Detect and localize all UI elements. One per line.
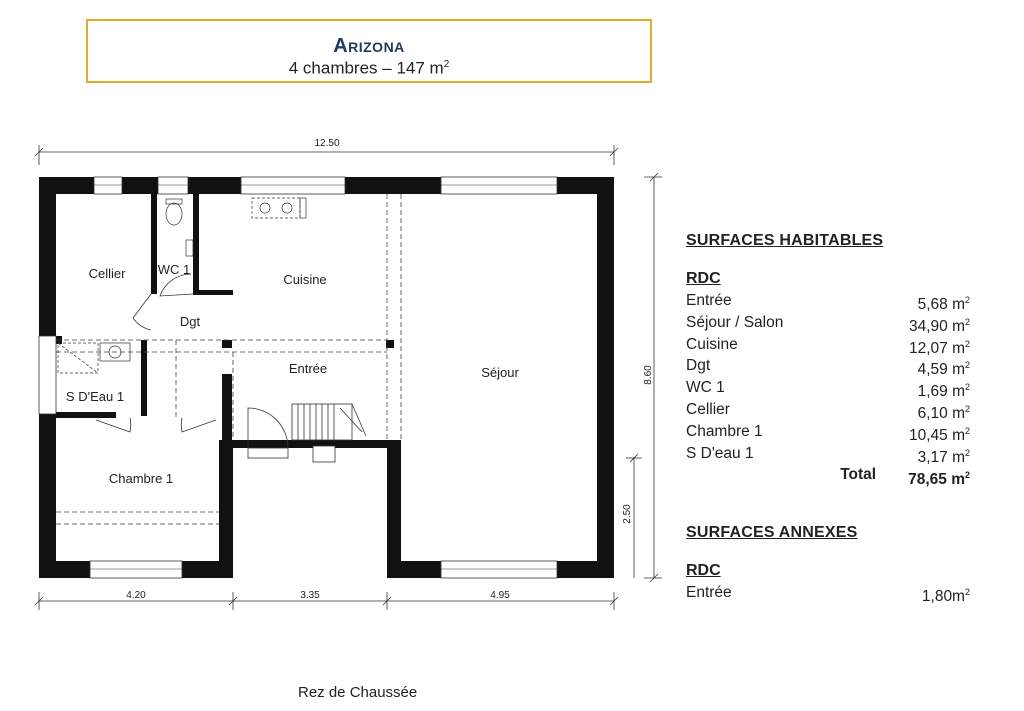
unit-superscript: 2 bbox=[964, 338, 970, 349]
surface-row bbox=[686, 312, 970, 334]
surface-row-label: S D'eau 1 bbox=[686, 444, 754, 462]
room-entree: Entrée bbox=[288, 361, 328, 376]
dim-top-total: 12.50 bbox=[314, 138, 340, 149]
surface-row bbox=[686, 290, 970, 312]
surface-row-value bbox=[918, 377, 970, 399]
annexes-level: RDC bbox=[686, 562, 721, 580]
annex-row-value-text: 1,80m bbox=[921, 588, 965, 606]
surface-row-value bbox=[918, 399, 970, 421]
annex-row bbox=[686, 582, 970, 604]
surface-row bbox=[686, 443, 970, 465]
total-unit-sup: 2 bbox=[964, 470, 970, 481]
surface-row-value bbox=[918, 355, 970, 377]
unit-superscript: 2 bbox=[964, 587, 970, 598]
surface-row-label: Chambre 1 bbox=[686, 422, 763, 440]
surface-row-label: Dgt bbox=[686, 357, 711, 375]
surface-row bbox=[686, 377, 970, 399]
surface-row-value-text: 12,07 m bbox=[908, 339, 965, 357]
surface-row-value-text: 5,68 m bbox=[917, 296, 965, 314]
windows bbox=[39, 177, 557, 578]
surface-row-value bbox=[918, 443, 970, 465]
surface-row-value-text: 3,17 m bbox=[917, 448, 965, 466]
surface-row-value-text: 10,45 m bbox=[908, 426, 965, 444]
room-cuisine: Cuisine bbox=[283, 272, 327, 287]
total-label: Total bbox=[840, 466, 877, 484]
surface-row-value-text: 6,10 m bbox=[917, 405, 965, 423]
room-sejour: Séjour bbox=[481, 365, 519, 380]
habitables-level: RDC bbox=[686, 270, 721, 287]
annexes-rows bbox=[686, 582, 970, 604]
unit-superscript: 2 bbox=[964, 382, 970, 393]
total-value bbox=[908, 464, 970, 489]
surface-row-label: Entrée bbox=[686, 292, 732, 309]
room-wc1: WC 1 bbox=[157, 262, 191, 277]
model-name: Arizona bbox=[333, 35, 405, 57]
unit-superscript: 2 bbox=[964, 295, 970, 305]
surface-row-value-text: 34,90 m bbox=[908, 317, 965, 335]
unit-superscript: 2 bbox=[964, 447, 970, 458]
subtitle-text: 4 chambres – 147 m bbox=[288, 58, 444, 78]
surface-row-label: Cellier bbox=[686, 400, 730, 418]
surface-row-label: Séjour / Salon bbox=[686, 313, 784, 331]
surface-row-value bbox=[909, 421, 970, 443]
dimension-lines bbox=[35, 145, 662, 610]
habitables-rows bbox=[686, 290, 970, 464]
dim-right-total: 8.60 bbox=[643, 365, 654, 385]
total-value-text: 78,65 m bbox=[908, 471, 965, 489]
surface-row-value-text: 4,59 m bbox=[917, 361, 965, 379]
unit-superscript: 2 bbox=[964, 403, 970, 414]
surface-row bbox=[686, 421, 970, 443]
surfaces-annexes-title: SURFACES ANNEXES bbox=[686, 524, 858, 542]
fixtures bbox=[58, 198, 306, 373]
surfaces-panel bbox=[686, 232, 970, 604]
surface-row bbox=[686, 399, 970, 421]
plan-caption: Rez de Chaussée bbox=[298, 684, 418, 701]
surface-row-label: Cuisine bbox=[686, 335, 738, 353]
dim-bottom-left: 4.20 bbox=[126, 590, 146, 601]
annex-row-value bbox=[922, 582, 970, 604]
unit-superscript: 2 bbox=[964, 425, 970, 436]
room-cellier: Cellier bbox=[88, 266, 126, 281]
surface-row-value bbox=[918, 290, 970, 312]
exterior-walls bbox=[39, 177, 614, 578]
total-row bbox=[686, 464, 970, 489]
dim-bottom-middle: 3.35 bbox=[300, 590, 320, 601]
unit-superscript: 2 bbox=[443, 59, 450, 70]
surfaces-habitables-title: SURFACES HABITABLES bbox=[686, 232, 884, 249]
surface-row bbox=[686, 334, 970, 356]
room-sdeau1: S D'Eau 1 bbox=[65, 389, 125, 404]
surface-row-label: WC 1 bbox=[686, 379, 725, 397]
room-chambre1: Chambre 1 bbox=[108, 471, 174, 486]
dim-bottom-right: 4.95 bbox=[490, 590, 510, 601]
annex-row-label: Entrée bbox=[686, 584, 732, 602]
surface-row-value bbox=[909, 312, 970, 334]
staircase bbox=[292, 404, 366, 440]
room-dgt: Dgt bbox=[179, 314, 201, 329]
unit-superscript: 2 bbox=[964, 360, 970, 371]
unit-superscript: 2 bbox=[964, 316, 970, 327]
surface-row-value bbox=[909, 334, 970, 356]
surface-row bbox=[686, 355, 970, 377]
dim-right-lower: 2.50 bbox=[622, 504, 633, 524]
surface-row-value-text: 1,69 m bbox=[917, 383, 965, 401]
